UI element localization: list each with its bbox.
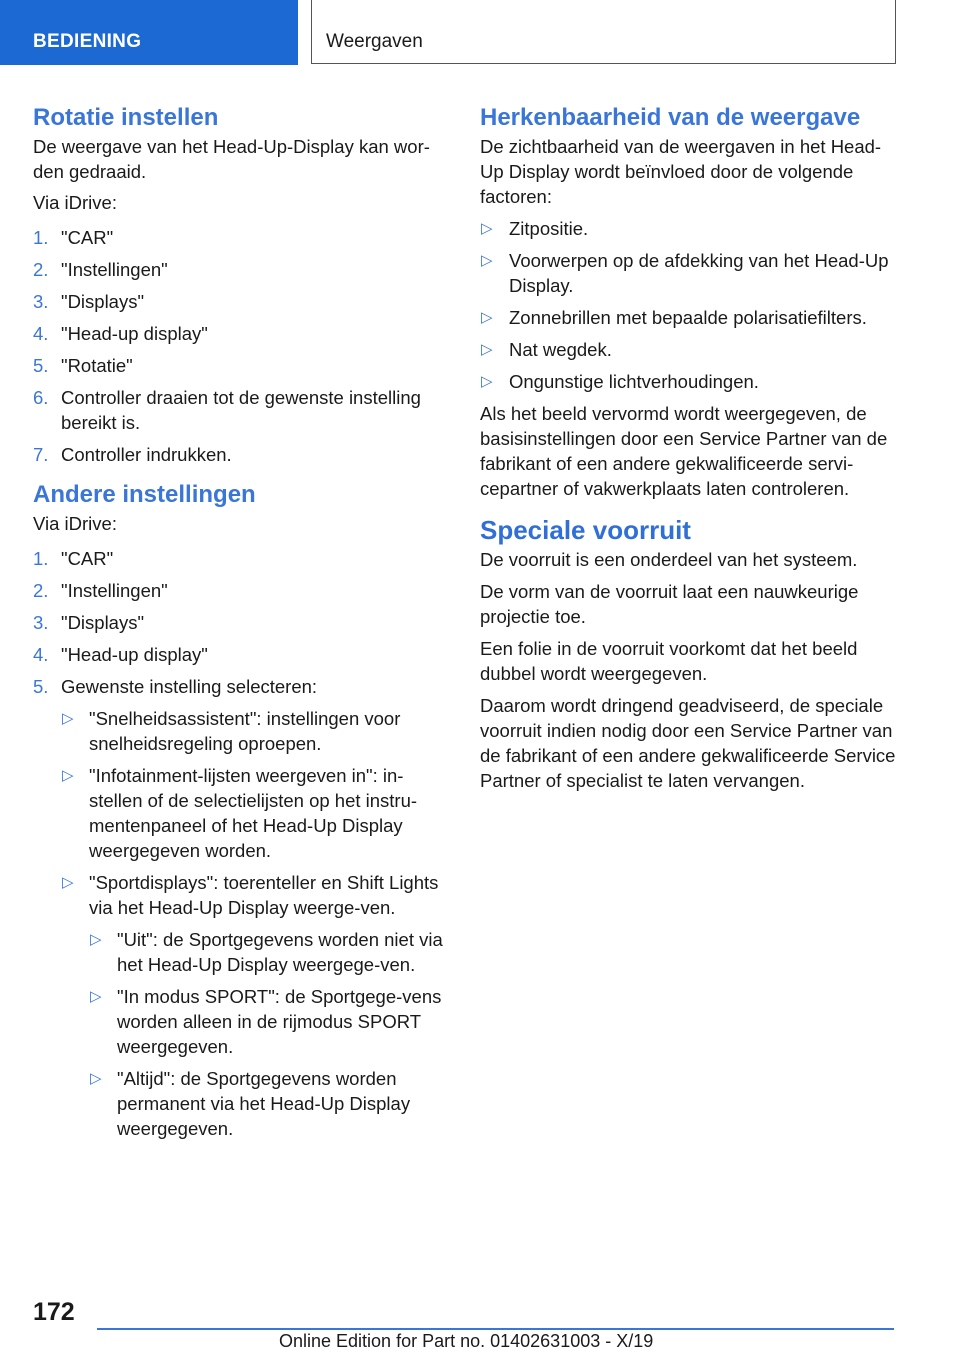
list-item xyxy=(33,257,445,282)
option-text: "Infotainment-lijsten weergeven in": in-stellen of de selectielijsten op het instru-mentenpaneel of het Head-Up Display weergegeven worden. xyxy=(89,765,418,861)
sub-option-text: "In modus SPORT": de Sportgege-vens worden alleen in de rijmodus SPORT weergegeven. xyxy=(117,986,442,1057)
triangle-bullet-icon: ▷ xyxy=(481,252,493,269)
option-list xyxy=(61,706,445,1141)
step-number: 5. xyxy=(33,355,49,376)
option-text: "Sportdisplays": toerenteller en Shift Lights via het Head-Up Display weerge-ven. xyxy=(89,872,439,918)
rotation-intro: De weergave van het Head-Up-Display kan wor-den gedraaid. xyxy=(33,136,430,182)
right-column xyxy=(480,102,898,793)
step-number: 1. xyxy=(33,548,49,569)
other-settings-heading: Andere instellingen xyxy=(33,481,256,508)
page-number: 172 xyxy=(33,1298,75,1326)
sub-option-text: "Uit": de Sportgegevens worden niet via het Head-Up Display weergege-ven. xyxy=(117,929,443,975)
visibility-outro: Als het beeld vervormd wordt weergegeven, de basisinstellingen door een Service Partner van de fabrikant of een andere gekwalificeerde servi-cepartner of vakwerkplaats laten controleren. xyxy=(480,403,888,499)
sub-option-text: "Altijd": de Sportgegevens worden permanent via het Head-Up Display weergegeven. xyxy=(117,1068,411,1139)
list-item xyxy=(61,763,445,863)
step-text: "Displays" xyxy=(61,291,145,312)
step-number: 4. xyxy=(33,323,49,344)
list-item xyxy=(33,289,445,314)
list-item xyxy=(61,870,445,1141)
factor-text: Zitpositie. xyxy=(509,218,589,239)
step-text: "Displays" xyxy=(61,612,145,633)
step-text: "Instellingen" xyxy=(61,580,168,601)
list-item xyxy=(33,385,445,435)
list-item xyxy=(33,353,445,378)
triangle-bullet-icon: ▷ xyxy=(481,309,493,326)
list-item xyxy=(33,674,445,1141)
step-text: "CAR" xyxy=(61,548,114,569)
list-item xyxy=(480,369,898,394)
triangle-bullet-icon: ▷ xyxy=(90,1070,102,1087)
step-number: 3. xyxy=(33,291,49,312)
step-number: 6. xyxy=(33,387,49,408)
rotation-via: Via iDrive: xyxy=(33,192,117,213)
step-text: "Head-up display" xyxy=(61,323,208,344)
section-tab xyxy=(0,0,298,65)
section-label: BEDIENING xyxy=(33,31,142,52)
windscreen-paragraph: De vorm van de voorruit laat een nauwkeurige projectie toe. xyxy=(480,581,859,627)
windscreen-paragraph: Daarom wordt dringend geadviseerd, de speciale voorruit indien nodig door een Service Partner van de fabrikant of een andere gekwalificeerde Service Partner of specialist te laten vervangen. xyxy=(480,695,896,791)
step-text: Gewenste instelling selecteren: xyxy=(61,676,318,697)
factor-text: Zonnebrillen met bepaalde polarisatiefilters. xyxy=(509,307,867,328)
triangle-bullet-icon: ▷ xyxy=(481,373,493,390)
step-text: "CAR" xyxy=(61,227,114,248)
list-item xyxy=(61,706,445,756)
windscreen-heading: Speciale voorruit xyxy=(480,515,691,545)
step-number: 3. xyxy=(33,612,49,633)
chapter-label: Weergaven xyxy=(326,31,423,52)
list-item xyxy=(480,248,898,298)
footer-divider xyxy=(97,1328,894,1330)
visibility-intro: De zichtbaarheid van de weergaven in het Head-Up Display wordt beïnvloed door de volgende factoren: xyxy=(480,136,882,207)
list-item xyxy=(480,216,898,241)
list-item xyxy=(33,225,445,250)
list-item xyxy=(33,642,445,667)
list-item xyxy=(480,305,898,330)
visibility-heading: Herkenbaarheid van de weergave xyxy=(480,104,861,131)
list-item xyxy=(33,442,445,467)
list-item xyxy=(89,1066,445,1141)
step-text: "Instellingen" xyxy=(61,259,168,280)
option-text: "Snelheidsassistent": instellingen voor snelheidsregeling oproepen. xyxy=(89,708,401,754)
step-number: 2. xyxy=(33,580,49,601)
triangle-bullet-icon: ▷ xyxy=(481,341,493,358)
list-item xyxy=(89,927,445,977)
list-item xyxy=(33,321,445,346)
edition-note: Online Edition for Part no. 01402631003 - X/19 xyxy=(279,1331,654,1351)
step-text: "Rotatie" xyxy=(61,355,133,376)
other-steps xyxy=(33,546,445,1141)
triangle-bullet-icon: ▷ xyxy=(62,874,74,891)
triangle-bullet-icon: ▷ xyxy=(90,931,102,948)
rotation-steps xyxy=(33,225,445,467)
triangle-bullet-icon: ▷ xyxy=(90,988,102,1005)
list-item xyxy=(89,984,445,1059)
windscreen-paragraph: Een folie in de voorruit voorkomt dat het beeld dubbel wordt weergegeven. xyxy=(480,638,858,684)
left-column xyxy=(33,102,445,1148)
step-number: 7. xyxy=(33,444,49,465)
step-text: "Head-up display" xyxy=(61,644,208,665)
factor-text: Voorwerpen op de afdekking van het Head-Up Display. xyxy=(509,250,889,296)
step-number: 1. xyxy=(33,227,49,248)
factor-text: Nat wegdek. xyxy=(509,339,612,360)
list-item xyxy=(480,337,898,362)
sub-option-list xyxy=(89,927,445,1141)
rotation-heading: Rotatie instellen xyxy=(33,104,219,131)
other-via: Via iDrive: xyxy=(33,513,117,534)
factor-text: Ongunstige lichtverhoudingen. xyxy=(509,371,759,392)
list-item xyxy=(33,610,445,635)
list-item xyxy=(33,546,445,571)
windscreen-paragraph: De voorruit is een onderdeel van het systeem. xyxy=(480,549,858,570)
step-text: Controller draaien tot de gewenste instelling bereikt is. xyxy=(61,387,421,433)
factor-list xyxy=(480,216,898,394)
step-number: 5. xyxy=(33,676,49,697)
chapter-header xyxy=(311,0,896,64)
step-number: 4. xyxy=(33,644,49,665)
list-item xyxy=(33,578,445,603)
step-text: Controller indrukken. xyxy=(61,444,232,465)
triangle-bullet-icon: ▷ xyxy=(62,710,74,727)
triangle-bullet-icon: ▷ xyxy=(481,220,493,237)
triangle-bullet-icon: ▷ xyxy=(62,767,74,784)
step-number: 2. xyxy=(33,259,49,280)
